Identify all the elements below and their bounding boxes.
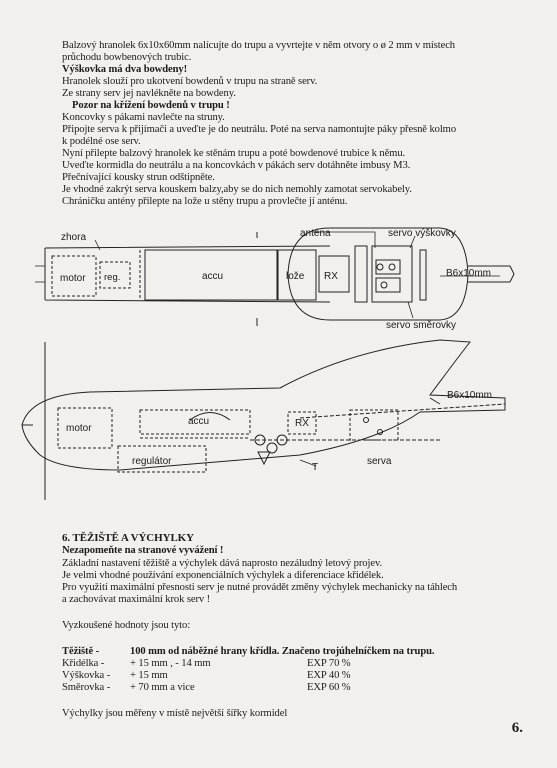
intro-line: Uveďte kormidla do neutrálu a na koncovkách v pákách serv dotáhněte imbusy M3. bbox=[62, 160, 411, 171]
label-b6x10-side: B6x10mm bbox=[447, 390, 493, 401]
section-subheading: Nezapomeňte na stranové vyvážení ! bbox=[62, 545, 224, 556]
intro-line: Ze strany serv jej navlékněte na bowdeny. bbox=[62, 88, 236, 99]
label-b6x10-top: B6x10mm bbox=[446, 268, 492, 279]
intro-line: Koncovky s pákami navlečte na struny. bbox=[62, 112, 225, 123]
label-zhora: zhora bbox=[61, 232, 87, 243]
label-motor-top: motor bbox=[60, 273, 86, 284]
intro-line: Přečnívající kousky strun odštipněte. bbox=[62, 172, 215, 183]
table-row-exp: EXP 70 % bbox=[307, 658, 351, 669]
section-line: Pro využití maximální přesnosti serv je nutné provádět změny výchylek mechanicky na táhlech bbox=[62, 582, 458, 593]
table-row-label: Křidélka - bbox=[62, 658, 105, 669]
intro-line: Balzový hranolek 6x10x60mm nalícujte do trupu a vyvrtejte v něm otvory o ø 2 mm v místech bbox=[62, 40, 455, 51]
page-number: 6. bbox=[511, 720, 523, 736]
label-rx-side: RX bbox=[295, 418, 309, 429]
table-row-label: Těžiště - bbox=[62, 646, 100, 657]
table-row-value: + 15 mm bbox=[130, 670, 168, 681]
section-heading: 6. TĚŽIŠTĚ A VÝCHYLKY bbox=[62, 532, 194, 544]
table-row-value: 100 mm od náběžné hrany křídla. Značeno trojúhelníčkem na trupu. bbox=[130, 646, 435, 657]
label-antena: anténa bbox=[300, 228, 331, 239]
label-accu-top: accu bbox=[202, 271, 224, 282]
label-rx-top: RX bbox=[324, 271, 338, 282]
footer-note: Výchylky jsou měřeny v místě největší šířky kormidel bbox=[62, 708, 288, 719]
intro-line: Je vhodné zakrýt serva kouskem balzy,aby se do nich nemohly zamotat servokabely. bbox=[62, 184, 412, 195]
table-row-label: Směrovka - bbox=[62, 682, 111, 693]
intro-line: Připojte serva k přijímači a uveďte je do neutrálu. Poté na serva namontujte páky přesně kolmo bbox=[62, 124, 457, 135]
intro-warning: Pozor na křížení bowdenů v trupu ! bbox=[72, 100, 230, 111]
table-row-exp: EXP 40 % bbox=[307, 670, 351, 681]
intro-line: Hranolek slouží pro ukotvení bowdenů v trupu na straně serv. bbox=[62, 76, 318, 87]
label-serva: serva bbox=[367, 456, 392, 467]
intro-line: Nyní přilepte balzový hranolek ke stěnám trupu a poté bowdenové trubice k němu. bbox=[62, 148, 406, 159]
label-loze: lože bbox=[286, 271, 305, 282]
tested-values-intro: Vyzkoušené hodnoty jsou tyto: bbox=[62, 620, 191, 631]
intro-line: Chráničku antény přilepte na lože u stěny trupu a provlečte jí anténu. bbox=[62, 196, 348, 207]
section-line: a zachovávat maximální krok serv ! bbox=[62, 594, 211, 605]
section-line: Základní nastavení těžiště a výchylek dává naprosto nezáludný letový projev. bbox=[62, 558, 383, 569]
table-row-value: + 15 mm , - 14 mm bbox=[130, 658, 211, 669]
label-t: T bbox=[312, 462, 319, 473]
label-servo-smerovky: servo směrovky bbox=[386, 320, 457, 331]
table-row-exp: EXP 60 % bbox=[307, 682, 351, 693]
label-motor-side: motor bbox=[66, 423, 92, 434]
label-accu-side: accu bbox=[188, 416, 210, 427]
table-row-value: + 70 mm a vice bbox=[130, 682, 195, 693]
intro-heading-elevator: Výškovka má dva bowdeny! bbox=[62, 64, 188, 75]
intro-line: k podélné ose serv. bbox=[62, 136, 141, 147]
label-servo-vyskovky: servo výškovky bbox=[388, 228, 456, 239]
label-reg: reg. bbox=[104, 272, 121, 283]
label-regulator: regulátor bbox=[132, 456, 172, 467]
table-row-label: Výškovka - bbox=[62, 670, 111, 681]
intro-line: průchodu bowbenových trubic. bbox=[62, 52, 192, 63]
section-line: Je velmi vhodné používání exponenciálních výchylek a diferenciace křidélek. bbox=[62, 570, 384, 581]
